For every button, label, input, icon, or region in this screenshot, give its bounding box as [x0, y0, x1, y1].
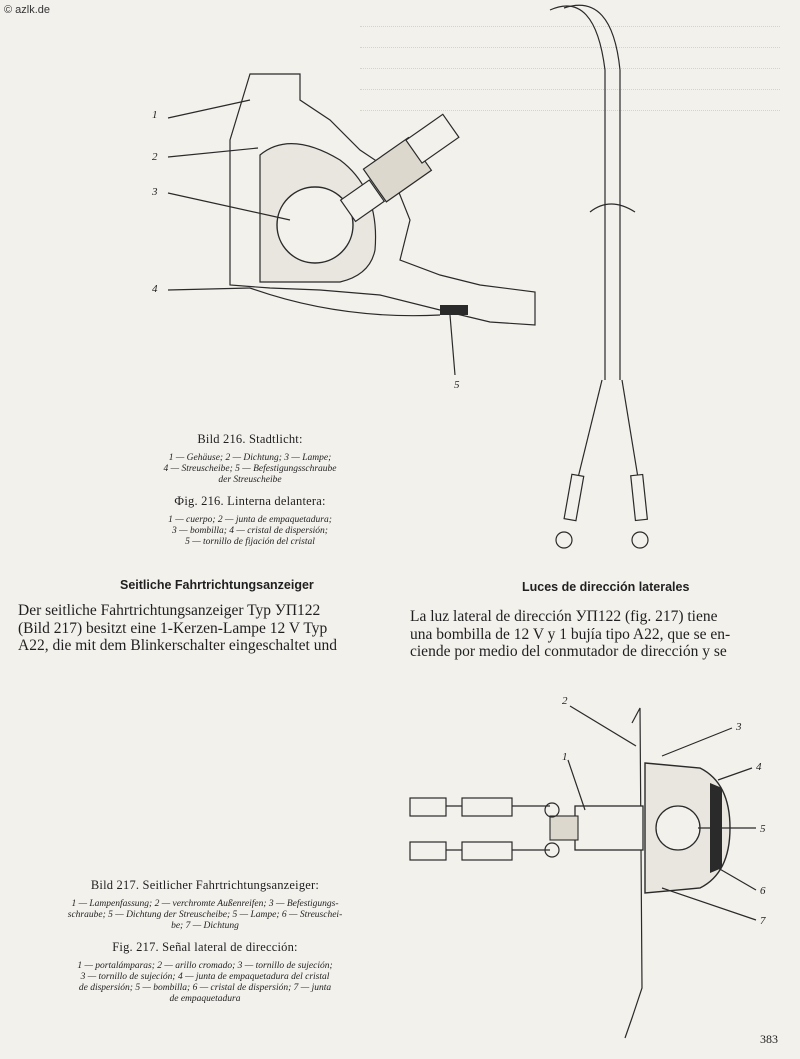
fig217-caption: [20, 878, 390, 1005]
fig216-caption-de-legend-1: 1 — Gehäuse; 2 — Dichtung; 3 — Lampe;: [168, 453, 332, 463]
section-de-line-2: (Bild 217) besitzt eine 1-Kerzen-Lampe 12 V Typ: [18, 619, 328, 637]
fig216-caption-es-legend-1: 1 — cuerpo; 2 — junta de empaquetadura;: [168, 515, 332, 525]
fig217-callout-5: 5: [760, 823, 766, 835]
fig216-callout-4: 4: [152, 283, 158, 295]
fig217-callout-2: 2: [562, 695, 568, 707]
fig216-caption-es-legend-3: 5 — tornillo de fijación del cristal: [185, 537, 315, 547]
fig216-caption: [100, 432, 400, 548]
section-es-heading: Luces de dirección laterales: [522, 580, 690, 594]
fig217-callout-1: 1: [562, 751, 568, 763]
page-number: 383: [760, 1032, 778, 1046]
fig216-caption-de-title: Bild 216. Stadtlicht:: [197, 432, 303, 446]
fig217-caption-de-legend-1: 1 — Lampenfassung; 2 — verchromte Außenreifen; 3 — Befestigungs-: [71, 899, 339, 909]
figure-216-drawing: [140, 60, 540, 390]
fig216-caption-de-legend-3: der Streuscheibe: [218, 475, 282, 485]
figure-217-drawing: [400, 688, 795, 1048]
fig216-callout-5: 5: [454, 379, 460, 390]
section-es-body: [410, 608, 785, 661]
fig217-caption-de-title: Bild 217. Seitlicher Fahrtrichtungsanzeiger:: [90, 878, 320, 892]
section-es-line-1: La luz lateral de dirección УП122 (fig. 217) tiene: [410, 608, 718, 625]
fig217-caption-de-legend-2: schraube; 5 — Dichtung der Streuscheibe; 5 — Lampe; 6 — Streuschei-: [67, 910, 343, 920]
fig217-caption-es-legend-2: 3 — tornillo de sujeción; 4 — junta de empaquetadura del cristal: [80, 972, 330, 982]
fig216-caption-es-legend-2: 3 — bombilla; 4 — cristal de dispersión;: [172, 526, 328, 536]
side-indicator-cable-drawing: [540, 0, 660, 560]
fig217-callout-7: 7: [760, 915, 766, 927]
fig216-callout-1: 1: [152, 109, 158, 121]
fig217-caption-es-title: Fig. 217. Señal lateral de dirección:: [112, 940, 298, 954]
fig217-caption-es-legend-1: 1 — portalámparas; 2 — arillo cromado; 3 — tornillo de sujeción;: [77, 961, 333, 971]
fig217-caption-es-legend-3: de dispersión; 5 — bombilla; 6 — cristal de dispersión; 7 — junta: [78, 983, 332, 993]
fig217-callout-3: 3: [736, 721, 742, 733]
fig217-caption-de-legend-3: be; 7 — Dichtung: [171, 921, 239, 931]
section-de-body: [18, 602, 390, 655]
section-es-line-2: una bombilla de 12 V y 1 bujía tipo A22, que se en-: [410, 625, 731, 643]
fig217-callout-4: 4: [756, 761, 762, 773]
section-es-line-3: ciende por medio del conmutador de dirección y se: [410, 643, 727, 660]
fig217-caption-es-legend-4: de empaquetadura: [169, 994, 241, 1004]
fig216-caption-es-title: Фig. 216. Linterna delantera:: [174, 494, 326, 508]
fig217-callout-6: 6: [760, 885, 766, 897]
section-de-line-1: Der seitliche Fahrtrichtungsanzeiger Typ УП122: [18, 602, 321, 619]
fig216-callout-3: 3: [152, 186, 158, 198]
section-de-line-3: A22, die mit dem Blinkerschalter eingeschaltet und: [18, 637, 337, 654]
fig216-caption-de-legend-2: 4 — Streuscheibe; 5 — Befestigungsschraube: [163, 464, 337, 474]
watermark: © azlk.de: [4, 4, 51, 16]
section-de-heading: Seitliche Fahrtrichtungsanzeiger: [120, 578, 314, 592]
fig216-callout-2: 2: [152, 151, 158, 163]
